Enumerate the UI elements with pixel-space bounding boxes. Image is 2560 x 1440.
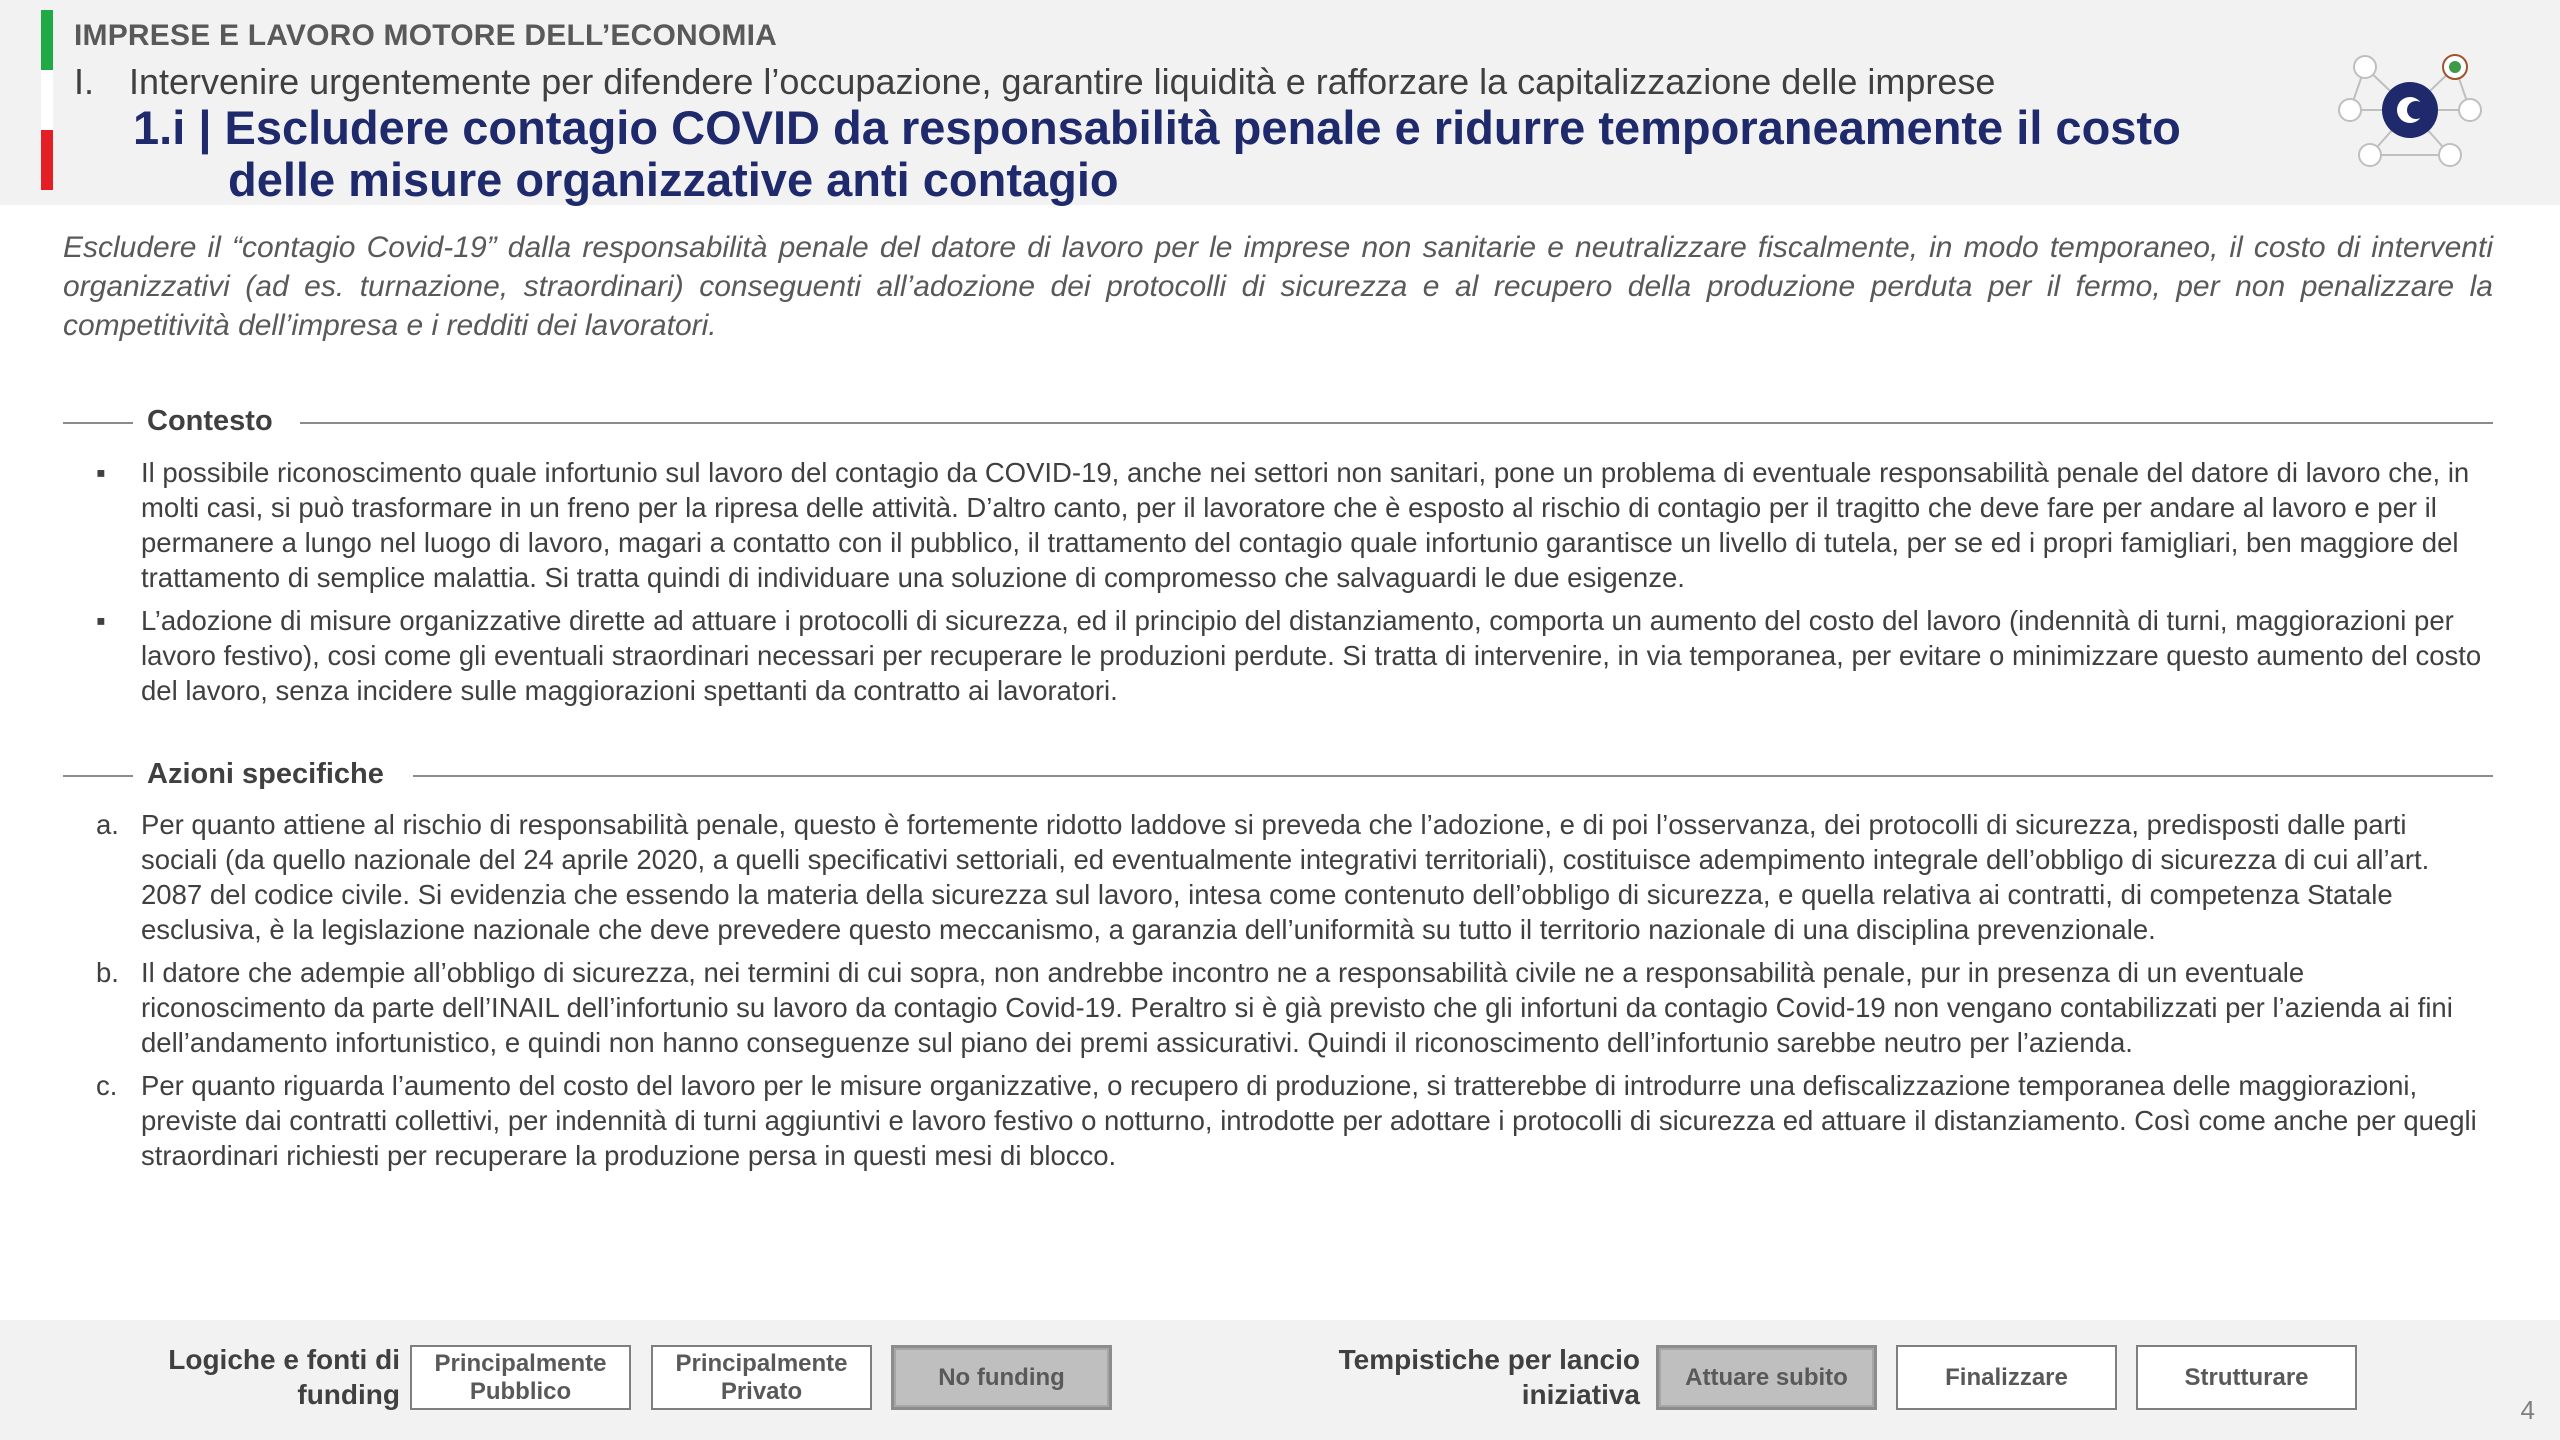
- timing-label: Tempistiche per lancio iniziativa: [1338, 1344, 1640, 1410]
- contesto-heading-label: Contesto: [147, 405, 273, 437]
- page-title-line1: 1.i | Escludere contagio COVID da responsabilità penale e ridurre temporaneamente il costo: [133, 101, 2181, 154]
- list-item: c. Per quanto riguarda l’aumento del costo del lavoro per le misure organizzative, o recupero di produzione, si tratterebbe di introdurre una defiscalizzazione temporanea delle maggiorazioni, previste dai contratti collettivi, per indennità di turni aggiuntivi e lavoro festivo o notturno, introdotte per adottare i protocolli di sicurezza ed attuare il distanziamento. Così come anche per quegli straordinari richiesti per recuperare la produzione persa in questi mesi di blocco.: [96, 1070, 2477, 1171]
- italian-flag-bar: [41, 10, 53, 190]
- list-item: ▪ Il possibile riconoscimento quale infortunio sul lavoro del contagio da COVID-19, anche nei settori non sanitari, pone un problema di eventuale responsabilità penale del datore di lavoro che, in molti casi, si può trasformare in un freno per la ripresa delle attività. D’altro canto, per il lavoratore che è esposto al rischio di contagio per il tragitto che deve fare per andare al lavoro e per il permanere a lungo nel luogo di lavoro, magari a contatto con il pubblico, il trattamento del contagio quale infortunio garantisce un livello di tutela, per se ed i propri famigliari, ben maggiore del trattamento di semplice malattia. Si tratta quindi di individuare una soluzione di compromesso che salvaguardi le due esigenze.: [96, 457, 2470, 593]
- funding-option-pubblico: Principalmente Pubblico: [410, 1345, 631, 1410]
- list-marker: a.: [96, 809, 119, 840]
- bullet-marker: ▪: [96, 457, 106, 488]
- timing-option-strutturare: Strutturare: [2136, 1345, 2357, 1410]
- timing-option-finalizzare: Finalizzare: [1896, 1345, 2117, 1410]
- contesto-list: [90, 455, 2490, 716]
- funding-option-privato: Principalmente Privato: [651, 1345, 872, 1410]
- azioni-list: [90, 807, 2490, 1181]
- list-marker: b.: [96, 957, 119, 988]
- page-title: [133, 102, 2283, 206]
- bullet-marker: ▪: [96, 605, 106, 636]
- contesto-heading: [63, 405, 2493, 441]
- funding-option-no-funding: No funding: [891, 1345, 1112, 1410]
- list-item: ▪ L’adozione di misure organizzative dirette ad attuare i protocolli di sicurezza, ed il principio del distanziamento, comporta un aumento del costo del lavoro (indennità di turni, maggiorazioni per lavoro festivo), cosi come gli eventuali straordinari necessari per recuperare le produzioni perdute. Si tratta di intervenire, in via temporanea, per evitare o minimizzare questo aumento del costo del lavoro, senza incidere sulle maggiorazioni spettanti da contratto ai lavoratori.: [96, 605, 2482, 706]
- list-marker: c.: [96, 1070, 118, 1101]
- list-item: a. Per quanto attiene al rischio di responsabilità penale, questo è fortemente ridotto laddove si preveda che l’adozione, e di poi l’osservanza, dei protocolli di sicurezza, predisposti dalle parti sociali (da quello nazionale del 24 aprile 2020, a quelli specificativi settoriali, ed eventualmente integrativi territoriali), costituisce adempimento integrale dell’obbligo di sicurezza di cui all’art. 2087 del codice civile. Si evidenzia che essendo la materia della sicurezza sul lavoro, intesa come contenuto dell’obbligo di sicurezza, e quella relativa ai contratti, di competenza Statale esclusiva, è la legislazione nazionale che deve prevedere questo meccanismo, a garanzia dell’uniformità su tutto il territorio nazionale di una disciplina prevenzionale.: [96, 809, 2430, 945]
- subsection-text: Intervenire urgentemente per difendere l’occupazione, garantire liquidità e rafforzare la capitalizzazione delle imprese: [129, 61, 1996, 102]
- page-number: 4: [2520, 1395, 2535, 1425]
- network-logo-icon: [2335, 45, 2485, 175]
- funding-label: Logiche e fonti di funding: [168, 1344, 400, 1410]
- list-item: b. Il datore che adempie all’obbligo di sicurezza, nei termini di cui sopra, non andrebbe incontro ne a responsabilità civile ne a responsabilità penale, pur in presenza di un eventuale riconoscimento da parte dell’INAIL dell’infortunio su lavoro da contagio Covid-19. Peraltro si è già previsto che gli infortuni da contagio Covid-19 non vengano contabilizzati per l’azienda ai fini dell’andamento infortunistico, e quindi non hanno conseguenze sul piano dei premi assicurativi. Quindi il riconoscimento dell’infortunio sarebbe neutro per l’azienda.: [96, 957, 2453, 1058]
- page-title-line2: delle misure organizzative anti contagio: [228, 153, 1119, 206]
- azioni-heading-label: Azioni specifiche: [147, 758, 384, 790]
- azioni-heading: [63, 758, 2493, 794]
- intro-paragraph: Escludere il “contagio Covid-19” dalla responsabilità penale del datore di lavoro per le imprese non sanitarie e neutralizzare fiscalmente, in modo temporaneo, il costo di interventi organizzativi (ad es. turnazione, straordinari) conseguenti all’adozione dei protocolli di sicurezza e al recupero della produzione perduta per il fermo, per non penalizzare la competitività dell’impresa e i redditi dei lavoratori.: [63, 231, 2493, 342]
- section-title: IMPRESE E LAVORO MOTORE DELL’ECONOMIA: [74, 19, 778, 52]
- timing-option-attuare-subito: Attuare subito: [1656, 1345, 1877, 1410]
- subsection-title: [74, 61, 1995, 103]
- subsection-number: I.: [74, 61, 95, 102]
